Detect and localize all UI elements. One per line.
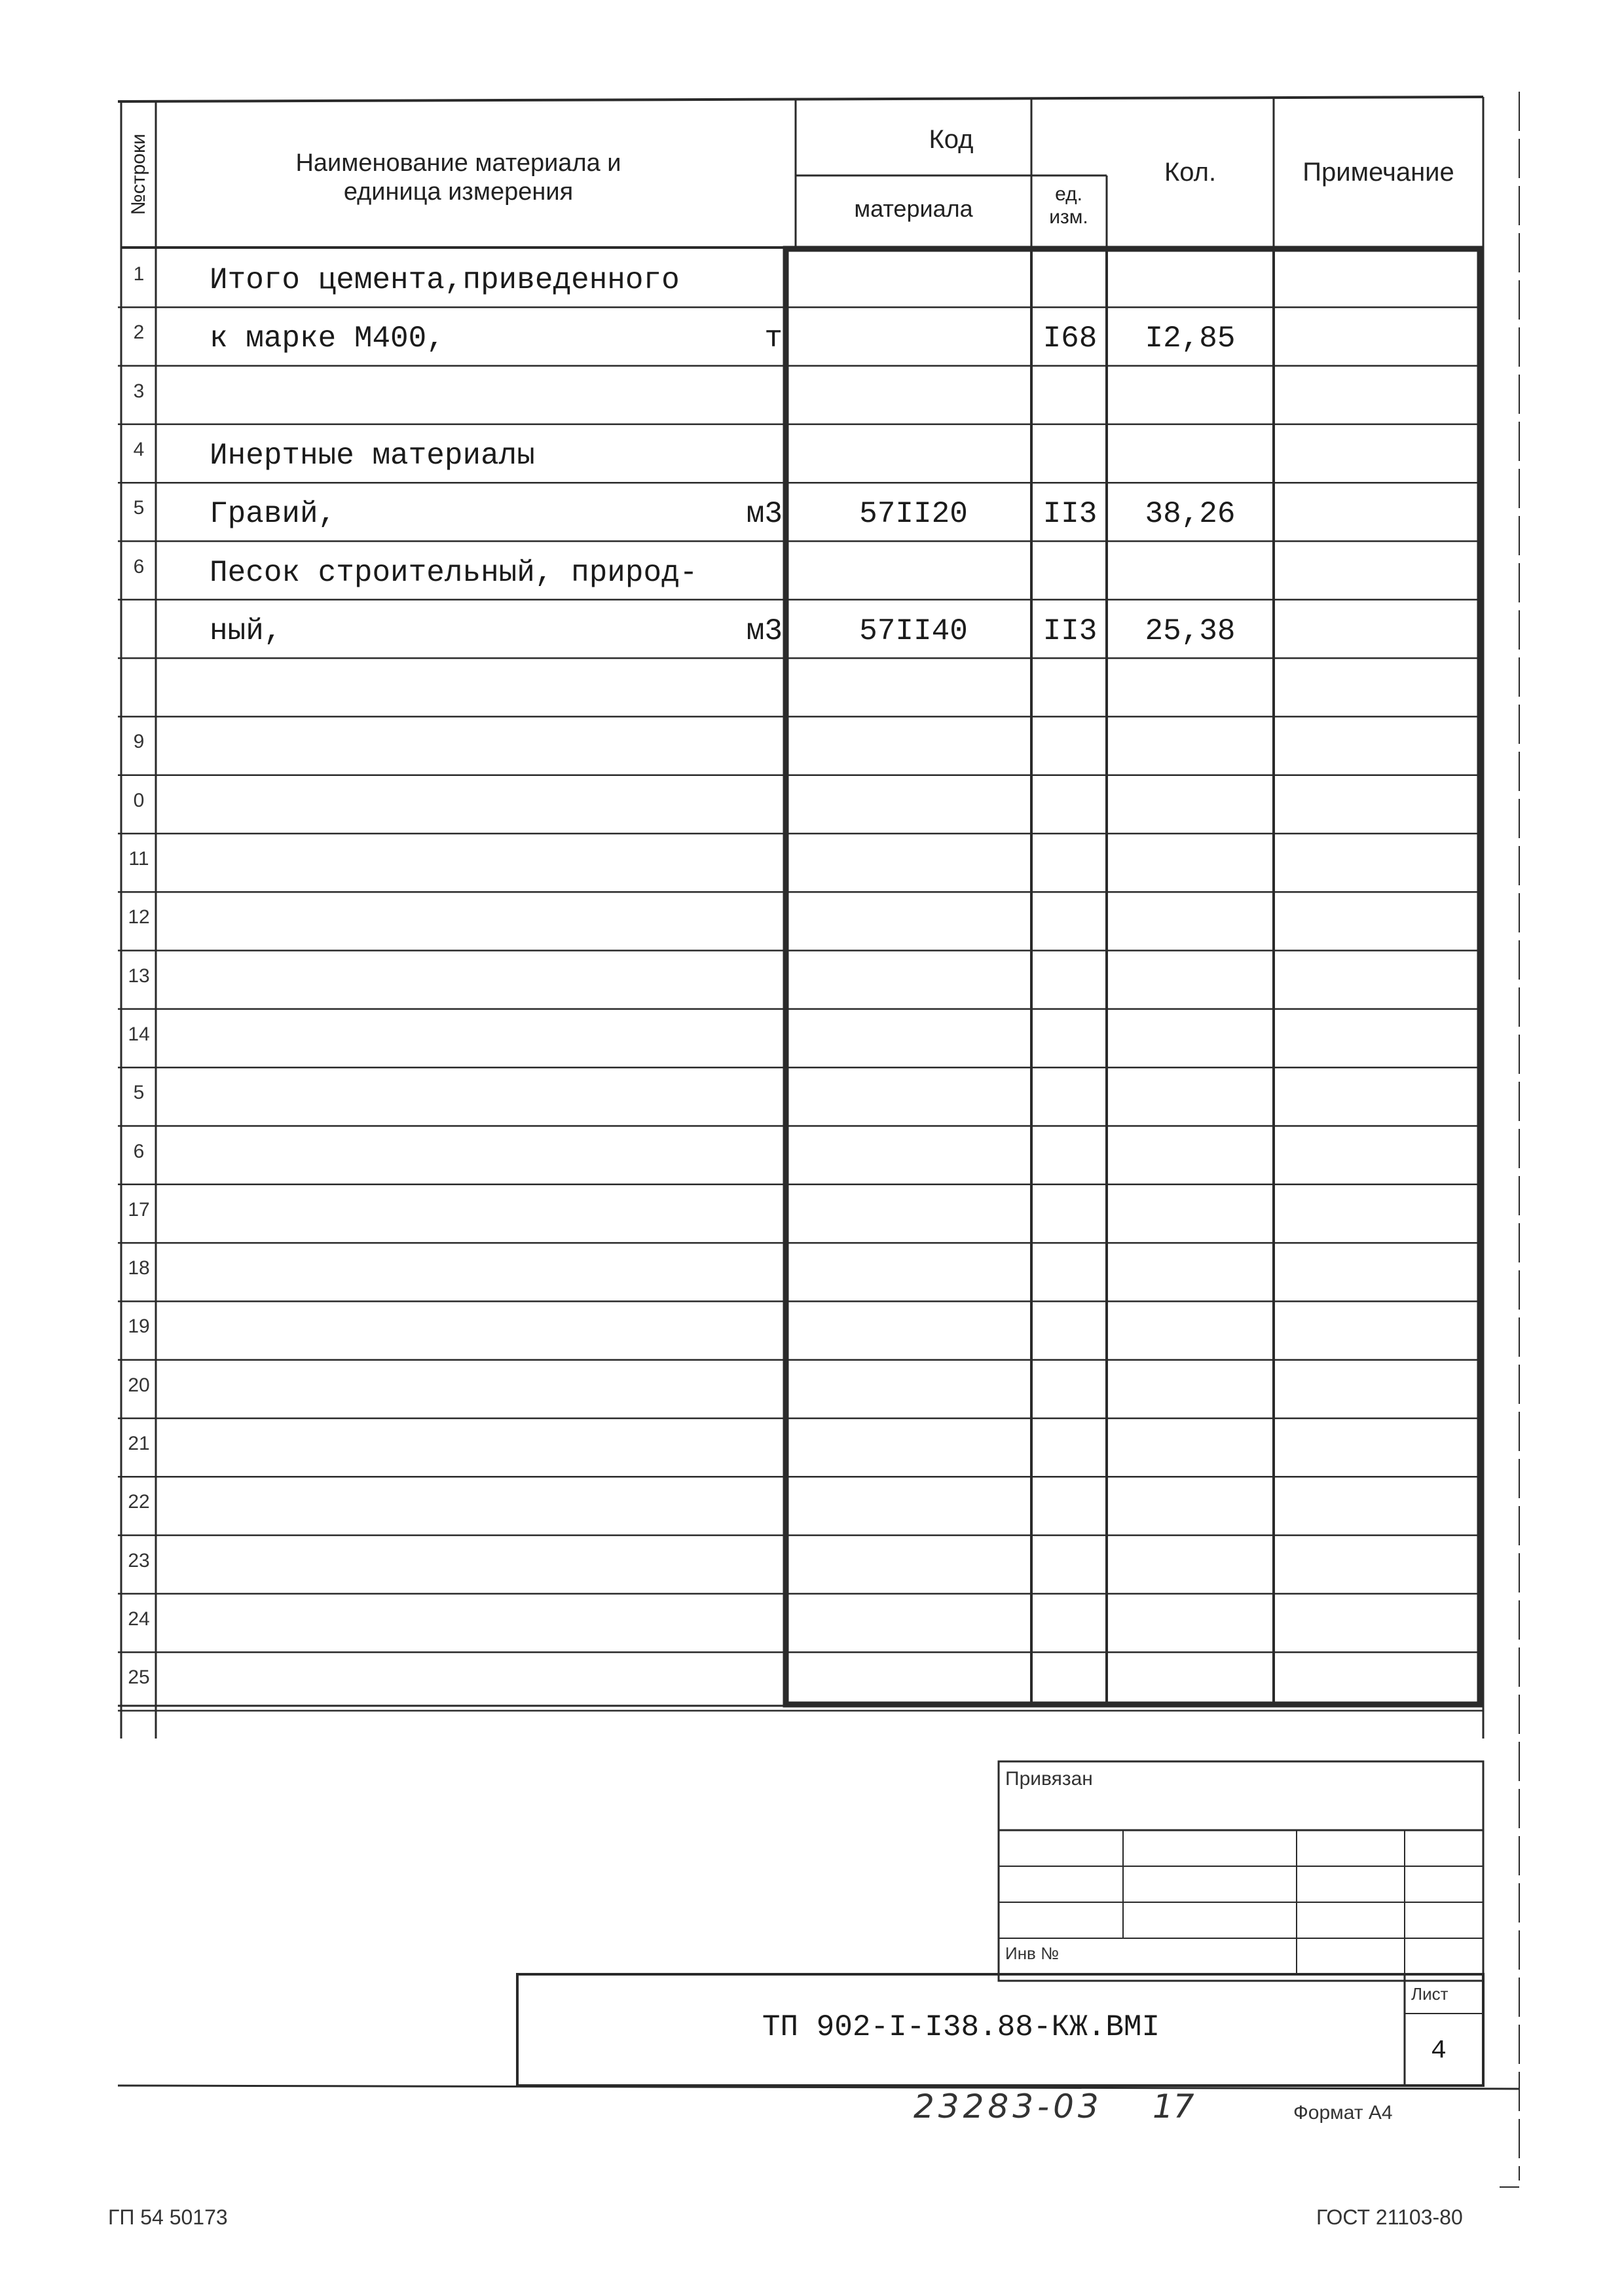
document-designation: ТП 902-I-I38.88-КЖ.ВМI — [762, 2010, 1160, 2044]
row-number: 6 — [133, 555, 145, 578]
row-number: 9 — [133, 731, 145, 753]
cell-name: Инертные материалы — [210, 438, 535, 473]
header-name: Наименование материала и единица измерения — [295, 149, 621, 206]
header-code: Код — [929, 125, 974, 154]
cell-qty: 38,26 — [1145, 497, 1236, 532]
header-code-unit: ед. изм. — [1049, 183, 1088, 228]
row-number: 14 — [128, 1023, 150, 1045]
header-code-material: материала — [854, 195, 973, 222]
sheet-label: Лист — [1411, 1984, 1449, 2004]
row-number: 17 — [128, 1198, 150, 1221]
row-number: 6 — [133, 1140, 145, 1162]
privyazan-label: Привязан — [1005, 1768, 1093, 1790]
cell-unit-label: м3 — [746, 614, 783, 648]
row-number: 19 — [128, 1316, 150, 1338]
cell-name: Песок строительный, природ- — [210, 555, 698, 590]
row-number: 22 — [128, 1491, 150, 1513]
header-row-no-label: №строки — [127, 134, 149, 215]
cell-material-code: 57II20 — [859, 497, 968, 532]
cell-unit-label: т — [764, 322, 783, 356]
handwritten-number: 23283-03 — [913, 2088, 1103, 2126]
row-number: 11 — [128, 848, 149, 870]
header-note: Примечание — [1302, 158, 1454, 187]
row-number: 25 — [128, 1666, 150, 1689]
cell-unit-code: II3 — [1043, 497, 1098, 532]
row-number: 24 — [128, 1608, 150, 1630]
cell-unit-code: II3 — [1043, 614, 1098, 648]
cell-qty: 25,38 — [1145, 614, 1236, 648]
row-number: 5 — [133, 497, 145, 519]
header-row-no — [122, 101, 156, 248]
bottom-right-code: ГОСТ 21103-80 — [1316, 2205, 1463, 2229]
cell-name: к марке М400, — [210, 322, 445, 356]
cell-unit-code: I68 — [1043, 322, 1098, 356]
row-number: 21 — [128, 1433, 150, 1454]
row-number: 2 — [133, 322, 145, 344]
cell-unit-label: м3 — [746, 497, 783, 532]
row-number: 13 — [128, 965, 150, 987]
row-number: 1 — [133, 263, 145, 285]
cell-name: ный, — [210, 614, 282, 648]
row-number: 4 — [133, 438, 145, 460]
row-number: 0 — [133, 789, 145, 811]
bottom-left-code: ГП 54 50173 — [108, 2205, 228, 2229]
header-qty: Кол. — [1164, 158, 1217, 187]
row-number: 18 — [128, 1257, 150, 1279]
row-number: 5 — [133, 1082, 145, 1104]
cell-name: Итого цемента,приведенного — [210, 263, 680, 297]
sheet-number: 4 — [1431, 2036, 1447, 2066]
cell-material-code: 57II40 — [859, 614, 968, 648]
inv-no-label: Инв № — [1005, 1943, 1059, 1963]
handwritten-page: 17 — [1153, 2088, 1194, 2126]
row-number: 3 — [133, 380, 145, 402]
format-label: Формат А4 — [1293, 2102, 1393, 2124]
row-number: 12 — [128, 906, 150, 929]
cell-qty: I2,85 — [1145, 322, 1236, 356]
cell-name: Гравий, — [210, 497, 337, 532]
row-number: 20 — [128, 1374, 150, 1396]
row-number: 23 — [128, 1549, 150, 1572]
